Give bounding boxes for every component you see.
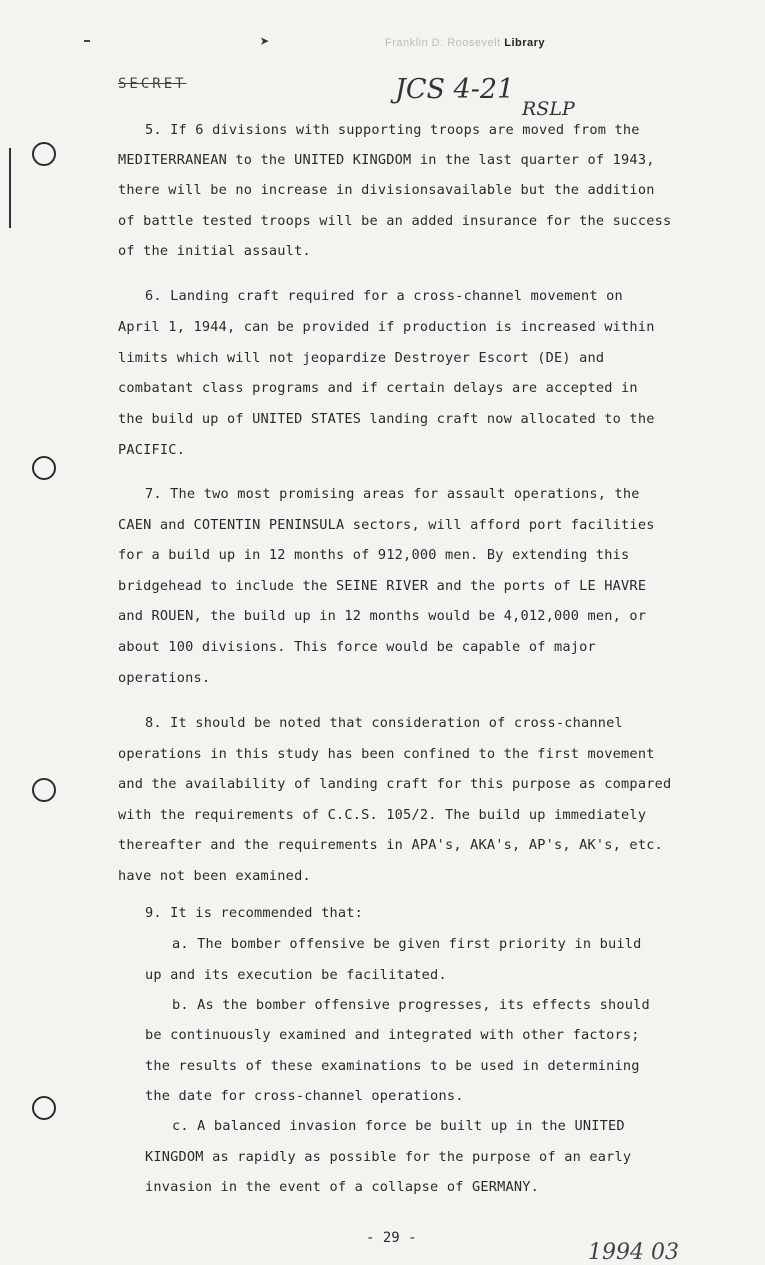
paragraph-p9a-line-1: a. The bomber offensive be given first priority in build bbox=[172, 936, 642, 952]
paragraph-p5-line-5: of the initial assault. bbox=[118, 242, 311, 259]
punch-hole-2 bbox=[32, 456, 56, 480]
paragraph-p7-line-3: for a build up in 12 months of 912,000 men. By extending this bbox=[118, 547, 630, 564]
classification-marking: SECRET bbox=[118, 76, 187, 92]
punch-hole-4 bbox=[32, 1096, 56, 1120]
paragraph-p7-line-6: about 100 divisions. This force would be capable of major bbox=[118, 639, 596, 655]
paragraph-p8-line-4: with the requirements of C.C.S. 105/2. The build up immediately bbox=[118, 806, 647, 823]
paragraph-p9-line-1: 9. It is recommended that: bbox=[145, 905, 363, 921]
paragraph-p7-line-1: 7. The two most promising areas for assault operations, the bbox=[145, 486, 640, 502]
margin-dash bbox=[84, 40, 90, 42]
paragraph-p6-line-5: the build up of UNITED STATES landing craft now allocated to the bbox=[118, 411, 655, 428]
paragraph-p6-line-1: 6. Landing craft required for a cross-channel movement on bbox=[145, 288, 623, 304]
handwritten-initials: RSLP bbox=[522, 98, 575, 120]
paragraph-p6-line-4: combatant class programs and if certain delays are accepted in bbox=[118, 380, 638, 397]
paragraph-p9b-line-3: the results of these examinations to be used in determining bbox=[145, 1057, 640, 1074]
punch-hole-3 bbox=[32, 778, 56, 802]
margin-line bbox=[9, 148, 11, 228]
paragraph-p7-line-4: bridgehead to include the SEINE RIVER and the ports of LE HAVRE bbox=[118, 577, 647, 594]
corner-handwritten-mark: 1994 03 bbox=[588, 1240, 679, 1265]
punch-hole-1 bbox=[32, 142, 56, 166]
page-number: - 29 - bbox=[366, 1230, 417, 1246]
paragraph-p9c-line-1: c. A balanced invasion force be built up in the UNITED bbox=[172, 1118, 625, 1134]
paragraph-p7-line-7: operations. bbox=[118, 669, 211, 686]
paragraph-p9c-line-3: invasion in the event of a collapse of GERMANY. bbox=[145, 1179, 540, 1195]
paragraph-p7-line-5: and ROUEN, the build up in 12 months would be 4,012,000 men, or bbox=[118, 608, 647, 625]
paragraph-p6-line-6: PACIFIC. bbox=[118, 442, 186, 458]
paragraph-p9b-line-2: be continuously examined and integrated with other factors; bbox=[145, 1027, 640, 1044]
paragraph-p8-line-5: thereafter and the requirements in APA's, AKA's, AP's, AK's, etc. bbox=[118, 837, 663, 853]
paragraph-p8-line-1: 8. It should be noted that consideration of cross-channel bbox=[145, 715, 623, 731]
paragraph-p6-line-2: April 1, 1944, can be provided if production is increased within bbox=[118, 318, 655, 335]
paragraph-p9b-line-1: b. As the bomber offensive progresses, its effects should bbox=[172, 997, 650, 1013]
paragraph-p8-line-6: have not been examined. bbox=[118, 867, 311, 884]
paragraph-p5-line-2: MEDITERRANEAN to the UNITED KINGDOM in the last quarter of 1943, bbox=[118, 152, 655, 169]
paragraph-p9b-line-4: the date for cross-channel operations. bbox=[145, 1088, 464, 1105]
paragraph-p6-line-3: limits which will not jeopardize Destroyer Escort (DE) and bbox=[118, 349, 605, 366]
paragraph-p9c-line-2: KINGDOM as rapidly as possible for the purpose of an early bbox=[145, 1148, 632, 1165]
paragraph-p9a-line-2: up and its execution be facilitated. bbox=[145, 966, 447, 983]
paragraph-p5-line-1: 5. If 6 divisions with supporting troops are moved from the bbox=[145, 122, 640, 138]
paragraph-p7-line-2: CAEN and COTENTIN PENINSULA sectors, will afford port facilities bbox=[118, 516, 655, 533]
arrow-mark-icon: ➤ bbox=[260, 32, 270, 51]
paragraph-p5-line-4: of battle tested troops will be an added insurance for the success bbox=[118, 212, 672, 229]
paragraph-p5-line-3: there will be no increase in divisionsavailable but the addition bbox=[118, 182, 655, 199]
paragraph-p8-line-2: operations in this study has been confined to the first movement bbox=[118, 745, 655, 762]
file-mark: JCS 4-21 bbox=[395, 74, 515, 105]
paragraph-p8-line-3: and the availability of landing craft for this purpose as compared bbox=[118, 776, 672, 792]
library-stamp: Franklin D. Roosevelt Library bbox=[385, 37, 546, 49]
